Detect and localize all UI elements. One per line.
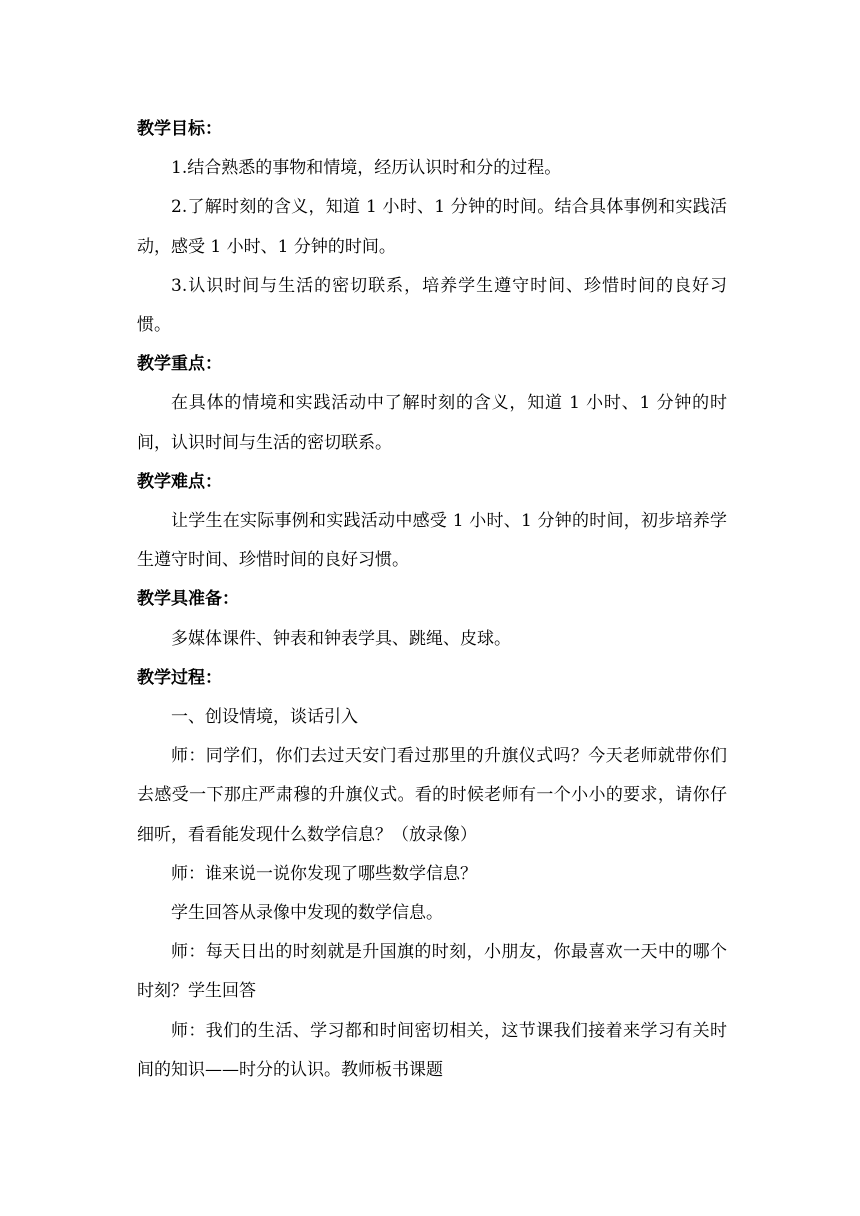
- paragraph: 师：每天日出的时刻就是升国旗的时刻，小朋友，你最喜欢一天中的哪个时刻？学生回答: [137, 942, 727, 1002]
- section-heading: 教学具准备：: [137, 589, 239, 610]
- document-page: [137, 110, 727, 1090]
- paragraph: 3.认识时间与生活的密切联系，培养学生遵守时间、珍惜时间的良好习惯。: [137, 275, 727, 336]
- paragraph: 师：谁来说一说你发现了哪些数学信息？: [171, 863, 477, 884]
- section-heading: 教学过程：: [137, 667, 222, 688]
- paragraph: 师：我们的生活、学习都和时间密切相关，这节课我们接着来学习有关时间的知识——时分的认识。教师板书课题: [137, 1020, 727, 1080]
- section-heading: 教学目标：: [137, 119, 222, 139]
- paragraph: 让学生在实际事例和实践活动中感受 1 小时、1 分钟的时间，初步培养学生遵守时间、珍惜时间的良好习惯。: [137, 511, 727, 571]
- section-process: [137, 659, 727, 1090]
- section-heading: 教学难点：: [137, 471, 222, 492]
- paragraph: 一、创设情境，谈话引入: [171, 707, 358, 728]
- paragraph: 多媒体课件、钟表和钟表学具、跳绳、皮球。: [171, 628, 511, 649]
- paragraph: 师：同学们，你们去过天安门看过那里的升旗仪式吗？今天老师就带你们去感受一下那庄严肃穆的升旗仪式。看的时候老师有一个小小的要求，请你仔细听，看看能发现什么数学信息？（放录像）: [137, 746, 727, 845]
- section-difficulties: [137, 463, 727, 581]
- paragraph: 1.结合熟悉的事物和情境，经历认识时和分的过程。: [171, 158, 562, 179]
- section-materials: [137, 580, 727, 658]
- section-key-points: [137, 345, 727, 463]
- paragraph: 2.了解时刻的含义，知道 1 小时、1 分钟的时间。结合具体事例和实践活动，感受 1 小时、1 分钟的时间。: [137, 197, 727, 257]
- section-teaching-goals: [137, 110, 727, 345]
- section-heading: 教学重点：: [137, 354, 222, 375]
- paragraph: 在具体的情境和实践活动中了解时刻的含义，知道 1 小时、1 分钟的时间，认识时间与生活的密切联系。: [137, 393, 727, 453]
- paragraph: 学生回答从录像中发现的数学信息。: [171, 903, 443, 924]
